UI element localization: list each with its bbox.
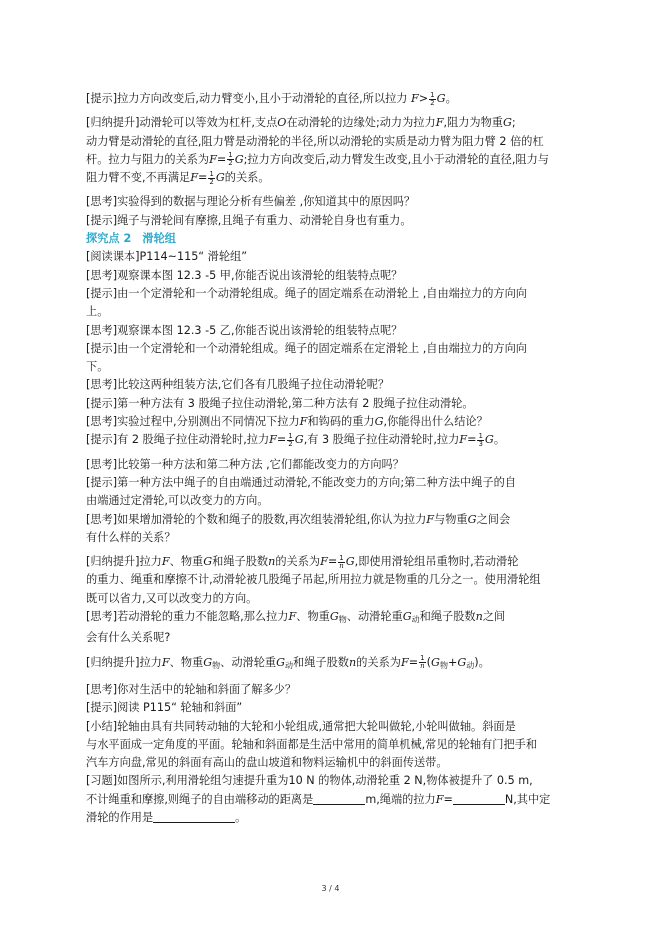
text-line: [提示]绳子与滑轮间有摩擦,且绳子有重力、动滑轮自身也有重力。	[86, 213, 412, 227]
text-line: 动力臂是动滑轮的直径,阻力臂是动滑轮的半径,所以动滑轮的实质是动力臂为阻力臂 2 倍的杠	[86, 134, 544, 148]
text-line: [小结]轮轴由具有共同转动轴的大轮和小轮组成,通常把大轮叫做轮,小轮叫做轴。斜面是	[86, 719, 516, 733]
text-line: [归纳提升]拉力F、物重$G_物$、动滑轮重$G_动$和绳子股数n的关系为F= $\frac{1}{n}$ $(G_物+G_动)$。	[86, 654, 490, 671]
text-line: [提示]拉力方向改变后,动力臂变小,且小于动滑轮的直径,所以拉力 F> $\frac{1}{2}$ G。	[86, 90, 457, 107]
text-line: [提示]第一种方法有 3 股绳子拉住动滑轮,第二种方法有 2 股绳子拉住动滑轮。	[86, 396, 474, 410]
text-line: [提示]第一种方法中绳子的自由端通过动滑轮,不能改变力的方向;第二种方法中绳子的自	[86, 475, 516, 489]
text-line: 上。	[86, 305, 109, 319]
text-line: 汽车方向盘,常见的斜面有高山的盘山坡道和物料运输机中的斜面传送带。	[86, 756, 448, 770]
answer-blank-force[interactable]	[453, 792, 505, 805]
text-line: [提示]由一个定滑轮和一个动滑轮组成。绳子的固定端系在定滑轮上 ,自由端拉力的方向向	[86, 341, 527, 355]
text-segment: [提示]拉力方向改变后,动力臂变小,且小于动滑轮的直径,所以拉力	[86, 92, 408, 105]
text-line: [提示]阅读 P115“ 轮轴和斜面”	[86, 701, 243, 715]
text-line: [思考]比较第一种方法和第二种方法 ,它们都能改变力的方向吗？	[86, 457, 404, 471]
fraction: $\frac{1}{2}$	[430, 90, 435, 107]
text-line: [习题]如图所示,利用滑轮组匀速提升重为10 N 的物体,动滑轮重 2 N,物体被提升了 0.5 m,	[86, 774, 533, 788]
answer-blank-function[interactable]	[153, 810, 235, 823]
text-line: [阅读课本]P114~115“ 滑轮组”	[86, 250, 248, 264]
text-line: [思考]若动滑轮的重力不能忽略,那么拉力F、物重$G_物$、动滑轮重$G_动$和绳子股数n之间	[86, 610, 506, 625]
text-line: 会有什么关系呢?	[86, 631, 171, 645]
page-number: 3 / 4	[321, 884, 340, 893]
text-line: [思考]实验过程中,分别测出不同情况下拉力F和钩码的重力G,你能得出什么结论？	[86, 415, 488, 429]
text-line: [归纳提升]拉力F、物重G和绳子股数n的关系为F= $\frac{1}{n}$ G,即使用滑轮组吊重物时,若动滑轮	[86, 553, 519, 570]
var-g: G	[436, 92, 446, 105]
text-line: 不计绳重和摩擦,则绳子的自由端移动的距离是 m,绳端的拉力F= N,其中定	[86, 792, 551, 806]
text-line: 由端通过定滑轮,可以改变力的方向。	[86, 494, 269, 508]
text-line: [思考]实验得到的数据与理论分析有些偏差 ,你知道其中的原因吗？	[86, 195, 416, 209]
text-line: [思考]比较这两种组装方法,它们各有几股绳子拉住动滑轮呢？	[86, 378, 390, 392]
text-line: [思考]如果增加滑轮的个数和绳子的股数,再次组装滑轮组,你认为拉力F与物重G之间会	[86, 512, 511, 526]
text-line: 阻力臂不变,不再满足F= $\frac{1}{2}$ G的关系。	[86, 169, 270, 186]
section-heading: 探究点 2 滑轮组	[86, 232, 176, 246]
text-line: [思考]观察课本图 12.3 -5 乙,你能否说出该滑轮的组装特点呢？	[86, 323, 403, 337]
text-line: 杆。拉力与阻力的关系为F= $\frac{1}{2}$ G;拉力方向改变后,动力臂发生改变,且小于动滑轮的直径,阻力与	[86, 151, 549, 168]
text-line: [思考]观察课本图 12.3 -5 甲,你能否说出该滑轮的组装特点呢？	[86, 268, 403, 282]
text-line: 与水平面成一定角度的平面。轮轴和斜面都是生活中常用的简单机械,常见的轮轴有门把手和	[86, 737, 538, 751]
answer-blank-distance[interactable]	[313, 792, 365, 805]
text-line: 既可以省力,又可以改变力的方向。	[86, 591, 258, 605]
var-f: F	[411, 92, 419, 105]
text-line: 有什么样的关系？	[86, 530, 176, 544]
text-line: [提示]有 2 股绳子拉住动滑轮时,拉力F= $\frac{1}{2}$ G,有 3 股绳子拉住动滑轮时,拉力F= $\frac{1}{3}$ G。	[86, 431, 506, 448]
text-line: 的重力、绳重和摩擦不计,动滑轮被几股绳子吊起,所用拉力就是物重的几分之一。使用滑轮组	[86, 573, 541, 587]
op: >	[418, 92, 429, 105]
text-line: [归纳提升]动滑轮可以等效为杠杆,支点O在动滑轮的边缘处;动力为拉力F,阻力为物重G;	[86, 116, 516, 130]
text-line: [思考]你对生活中的轮轴和斜面了解多少？	[86, 682, 297, 696]
text-line: 滑轮的作用是 。	[86, 810, 247, 824]
page-content	[86, 90, 582, 827]
text-line: 下。	[86, 360, 109, 374]
text-line: [提示]由一个定滑轮和一个动滑轮组成。绳子的固定端系在动滑轮上 ,自由端拉力的方向向	[86, 286, 527, 300]
